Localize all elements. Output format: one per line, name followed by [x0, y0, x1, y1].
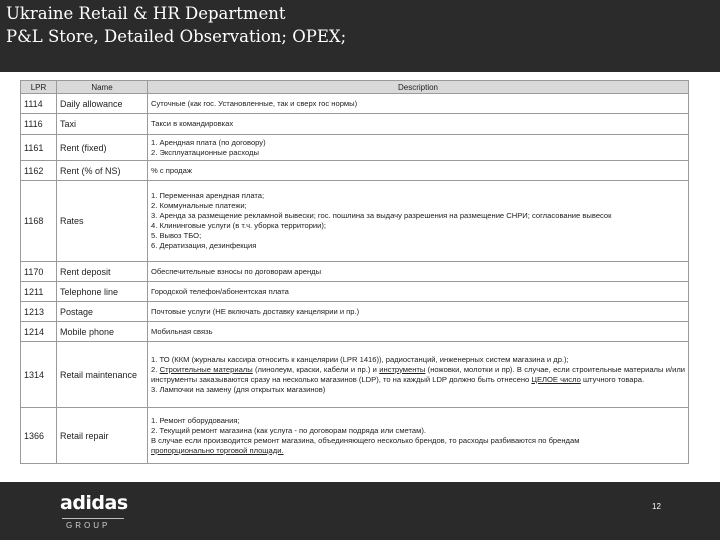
slide-content	[0, 72, 720, 482]
row-description: 1. Переменная арендная плата; 2. Коммунальные платежи; 3. Аренда за размещение рекламной вывески; гос. пошлина за выдачу разрешения на размещение СНРИ; согласование вывесок 4. Клининговые услуги (в т.ч. уборка территории); 5. Вывоз ТБО; 6. Дератизация, дезинфекция	[148, 181, 689, 262]
title-bar	[0, 0, 720, 72]
table-row	[21, 302, 689, 322]
row-description: Обеспечительные взносы по договорам аренды	[148, 262, 689, 282]
row-description: % с продаж	[148, 161, 689, 181]
row-lpr: 1366	[21, 408, 57, 464]
row-lpr: 1162	[21, 161, 57, 181]
logo-divider	[62, 518, 124, 519]
row-lpr: 1114	[21, 94, 57, 114]
page-subtitle: P&L Store, Detailed Observation; OPEX;	[6, 27, 347, 46]
footer-bar	[0, 482, 720, 540]
header-name: Name	[57, 81, 148, 94]
row-name: Rent (fixed)	[57, 135, 148, 161]
row-lpr: 1116	[21, 114, 57, 135]
row-name: Telephone line	[57, 282, 148, 302]
row-lpr: 1213	[21, 302, 57, 322]
table-row	[21, 262, 689, 282]
opex-table	[20, 80, 689, 464]
row-description: Почтовые услуги (НЕ включать доставку канцелярии и пр.)	[148, 302, 689, 322]
page-number: 12	[652, 502, 661, 511]
table-row	[21, 161, 689, 181]
row-description: Такси в командировках	[148, 114, 689, 135]
row-description: 1. Ремонт оборудования; 2. Текущий ремонт магазина (как услуга - по договорам подряда или сметам). В случае если производится ремонт магазина, объединяющего несколько брендов, то расходы разбиваются по брендам пропорционально торговой площади.	[148, 408, 689, 464]
page-title: Ukraine Retail & HR Department	[6, 4, 286, 23]
row-lpr: 1168	[21, 181, 57, 262]
row-lpr: 1211	[21, 282, 57, 302]
table-row	[21, 181, 689, 262]
row-lpr: 1170	[21, 262, 57, 282]
table-row	[21, 408, 689, 464]
table-row	[21, 114, 689, 135]
logo-group-text: GROUP	[66, 521, 111, 530]
table-row	[21, 282, 689, 302]
row-lpr: 1314	[21, 342, 57, 408]
row-description: Суточные (как гос. Установленные, так и сверх гос нормы)	[148, 94, 689, 114]
row-name: Mobile phone	[57, 322, 148, 342]
row-description: Городской телефон/абонентская плата	[148, 282, 689, 302]
table-row	[21, 135, 689, 161]
header-lpr: LPR	[21, 81, 57, 94]
logo-wordmark: adidas	[60, 492, 128, 514]
row-lpr: 1161	[21, 135, 57, 161]
header-description: Description	[148, 81, 689, 94]
adidas-group-logo	[58, 492, 128, 532]
row-description: Мобильная связь	[148, 322, 689, 342]
row-name: Taxi	[57, 114, 148, 135]
row-lpr: 1214	[21, 322, 57, 342]
row-description: 1. ТО (ККМ (журналы кассира относить к канцелярии (LPR 1416)), радиостанций, инженерных систем магазина и др.); 2. Строительные материалы (линолеум, краски, кабели и пр.) и инструменты (ножовки, молотки и пр). В случае, если строительные материалы и/или инструменты заказываются сразу на несколько магазинов (LDP), то на каждый LDP должно быть отнесено ЦЕЛОЕ число штучного товара. 3. Лампочки на замену (для открытых магазинов)	[148, 342, 689, 408]
row-name: Retail maintenance	[57, 342, 148, 408]
row-description: 1. Арендная плата (по договору) 2. Эксплуатационные расходы	[148, 135, 689, 161]
table-row	[21, 342, 689, 408]
row-name: Daily allowance	[57, 94, 148, 114]
row-name: Rent deposit	[57, 262, 148, 282]
row-name: Retail repair	[57, 408, 148, 464]
row-name: Rent (% of NS)	[57, 161, 148, 181]
row-name: Postage	[57, 302, 148, 322]
table-row	[21, 94, 689, 114]
table-row	[21, 322, 689, 342]
table-header-row	[21, 81, 689, 94]
row-name: Rates	[57, 181, 148, 262]
